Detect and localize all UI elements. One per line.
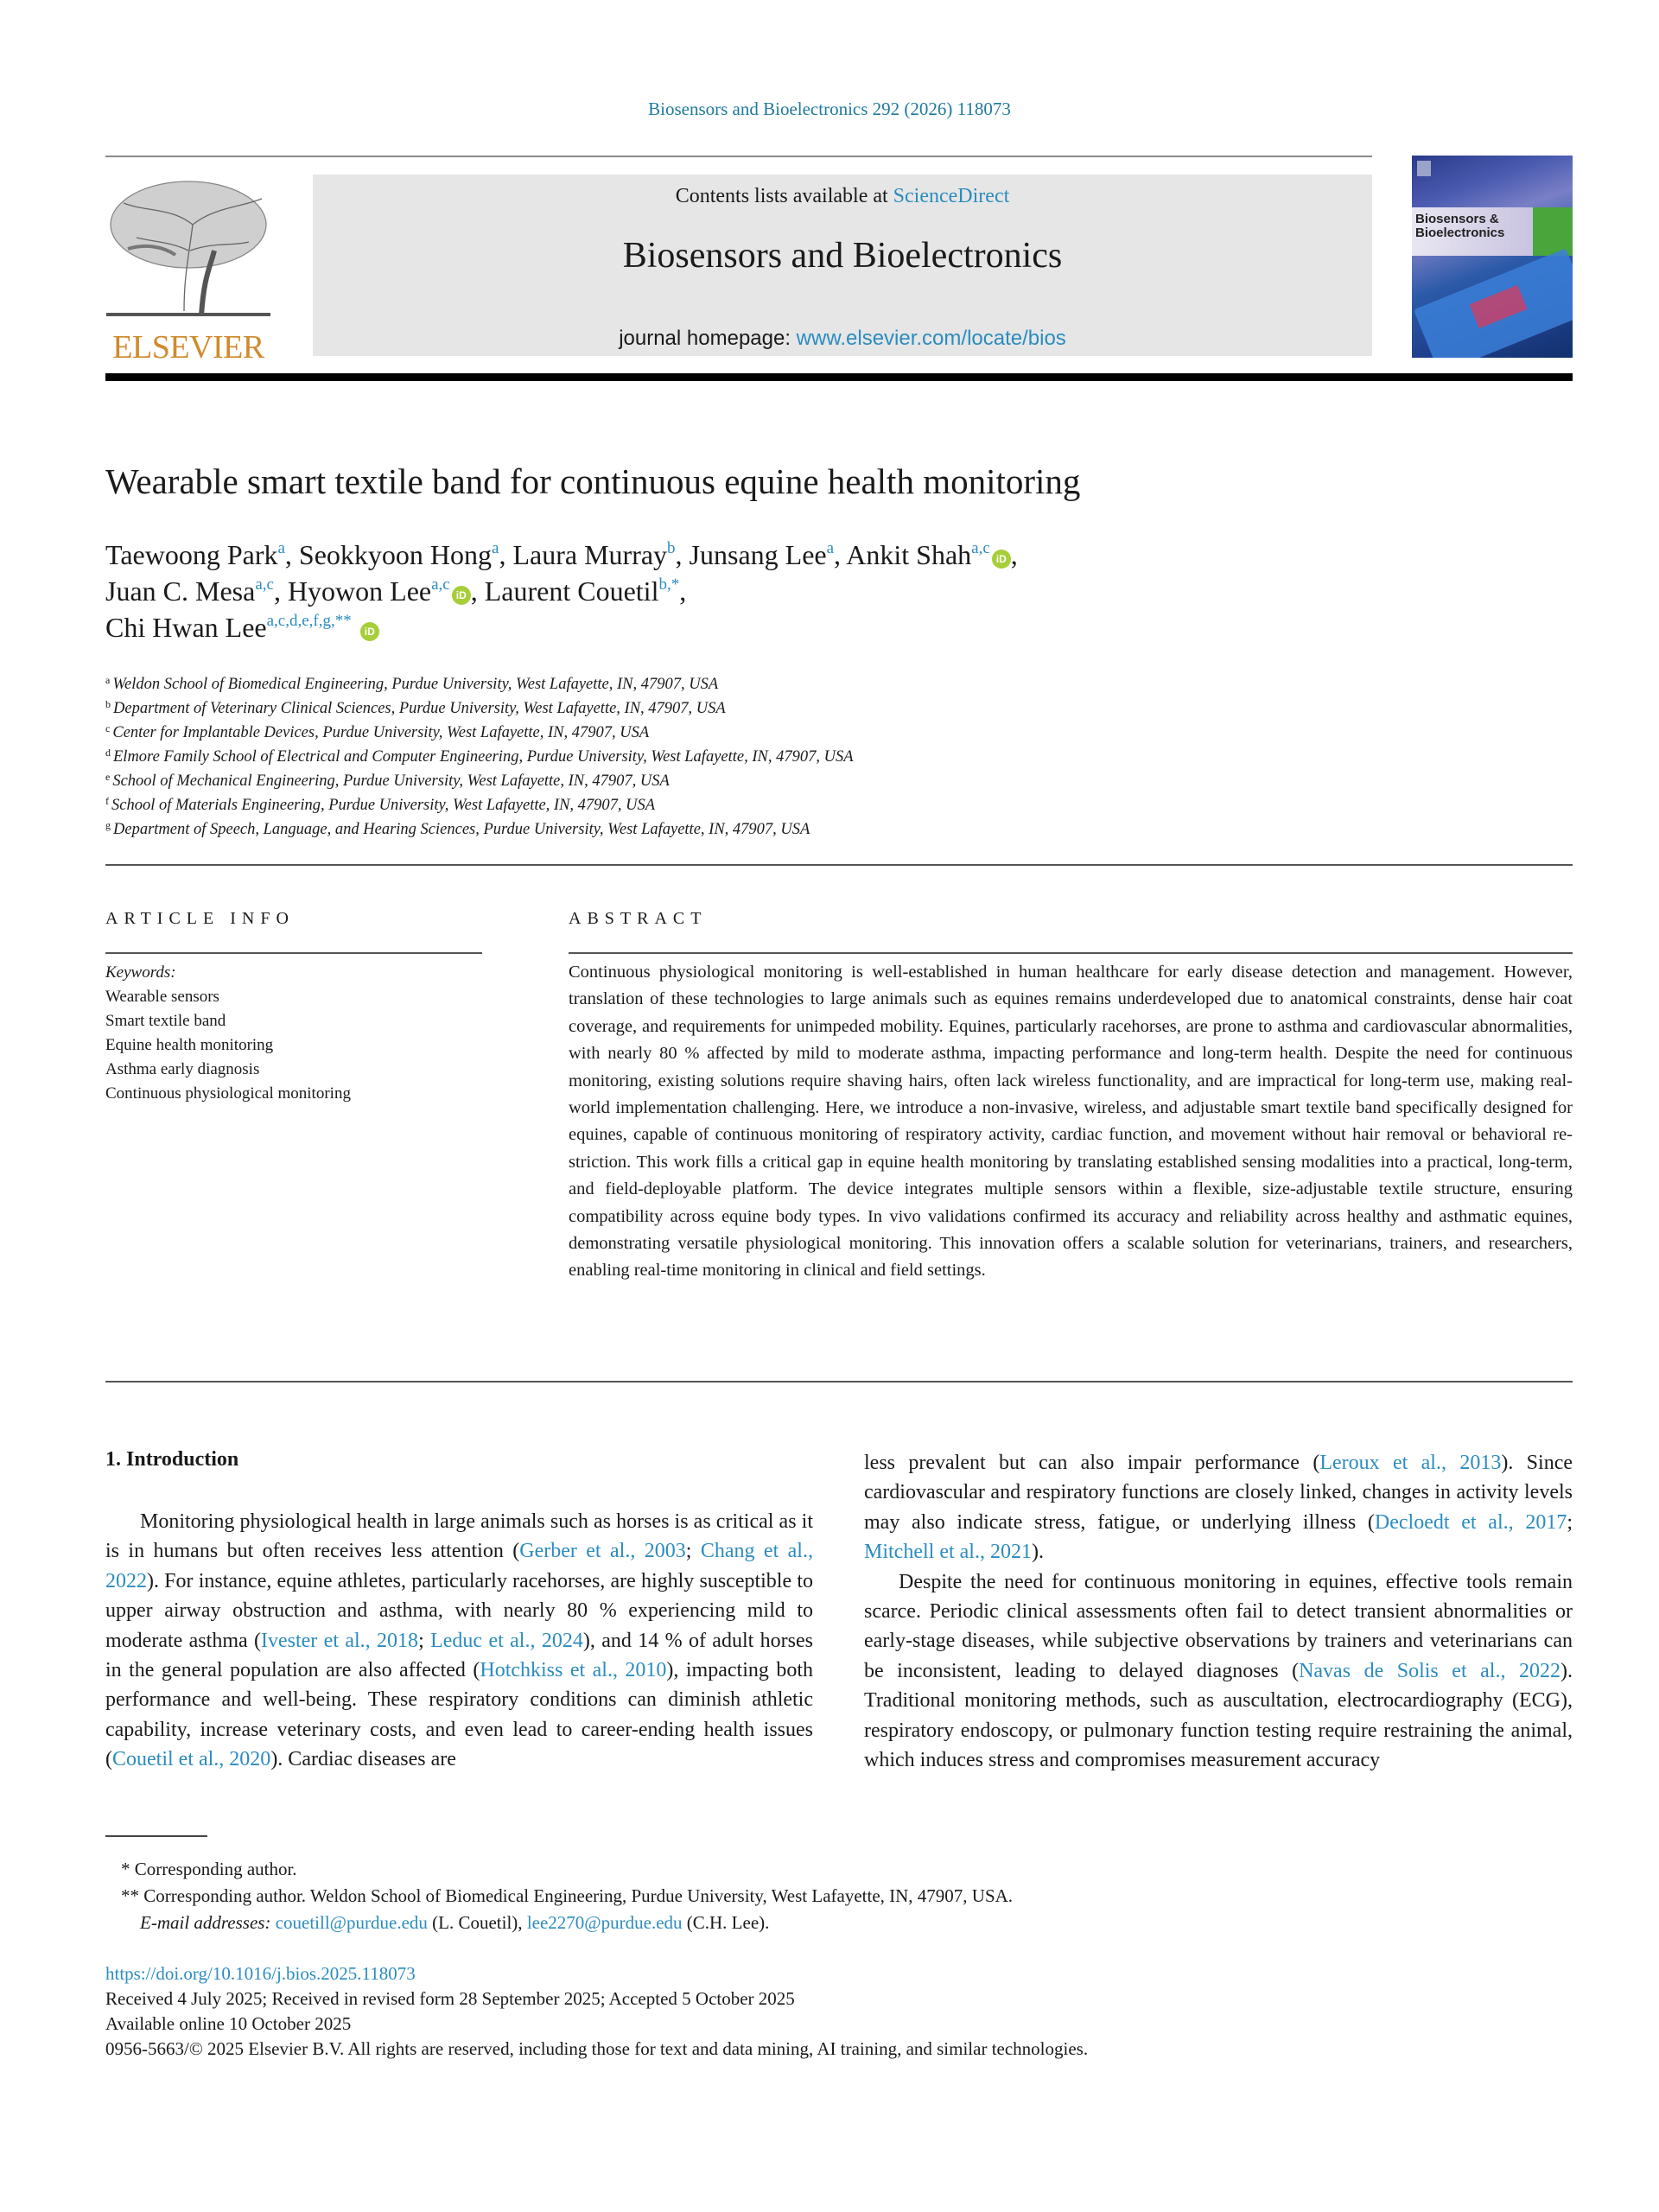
- author[interactable]: Laura Murray: [512, 539, 668, 570]
- journal-title: Biosensors and Bioelectronics: [622, 236, 1063, 276]
- paragraph: Despite the need for continuous monitoring in equines, effective tools remain scarce. Periodic clinical assessments often fail to detect transient abnormalities or early-stage diseases, while subjective observations by trainers and veterinarians can be inconsistent, leading to delayed diagnoses (Navas de Solis et al., 2022). Traditional monitoring methods, such as auscultation, electrocardiography (ECG), respiratory endoscopy, or pulmonary function testing require restraining the animal, which induces stress and compromises measurement accuracy: [864, 1570, 1573, 1772]
- article-title: Wearable smart textile band for continuous equine health monitoring: [105, 461, 1081, 501]
- abstract-end-rule: [105, 1381, 1573, 1382]
- copyright: 0956-5663/© 2025 Elsevier B.V. All rights are reserved, including those for text and data mining, AI training, and similar technologies.: [105, 2038, 1089, 2059]
- affiliation-item: $^e$ School of Mechanical Engineering, Purdue University, West Lafayette, IN, 47907, USA: [105, 771, 670, 790]
- citation-link[interactable]: Hotchkiss et al., 2010: [480, 1659, 667, 1682]
- affiliation-list: [105, 672, 854, 842]
- citation-link[interactable]: Chang et al., 2022: [105, 1540, 813, 1592]
- body-column-right: [864, 1448, 1573, 1775]
- journal-banner: [313, 175, 1372, 356]
- abstract-text: Continuous physiological monitoring is well-established in human healthcare for early disease detection and management. However, translation of these technologies to large animals such as equines remains underdeveloped due to anatomical constraints, dense hair coat coverage, and requirements for unimpeded mobility. Equines, particularly racehorses, are prone to asthma and cardiovascular abnormalities, with nearly 80 % affected by mild to moderate asthma, impacting performance and long-term health. Despite the need for continuous monitoring, existing solutions require shaving hairs, often lack wireless functionality, and are impractical for long-term use, making real-world implementation challenging. Here, we introduce a non-invasive, wireless, and adjustable smart textile band specifically designed for equines, capable of continuous monitoring of respiratory activity, cardiac function, and movement without hair removal or behavioral restriction. This work fills a critical gap in equine health monitoring by translating established sensing modalities into a practical, long-term, and field-deployable platform. The device integrates multiple sensors within a flexible, size-adjustable textile structure, ensuring compatibility across equine body types. In vivo validations confirmed its accuracy and reliability across healthy and asthmatic equines, demonstrating versatile physiological monitoring. This innovation offers a scalable solution for veterinarians, trainers, and researchers, enabling real-time monitoring in clinical and field settings.: [569, 963, 1573, 1281]
- tree-icon: [102, 173, 275, 320]
- citation-link[interactable]: Ivester et al., 2018: [261, 1629, 419, 1652]
- elsevier-logo[interactable]: [102, 173, 275, 363]
- footnote-rule: [105, 1835, 207, 1837]
- author-affil-marker[interactable]: b: [667, 539, 676, 557]
- keyword[interactable]: Asthma early diagnosis: [105, 1060, 260, 1078]
- sciencedirect-link[interactable]: ScienceDirect: [893, 185, 1010, 207]
- section-heading-introduction: 1. Introduction: [105, 1448, 239, 1471]
- author-affil-marker[interactable]: a,c: [431, 575, 450, 594]
- author-affil-marker[interactable]: a: [826, 539, 835, 557]
- article-meta: [105, 1961, 1088, 2062]
- body-column-left: [105, 1507, 813, 1775]
- footnote-corresponding-2: ** Corresponding author. Weldon School of Biomedical Engineering, Purdue University, West Lafayette, IN, 47907, USA.: [121, 1885, 1014, 1906]
- affiliation-item: $^a$ Weldon School of Biomedical Engineering, Purdue University, West Lafayette, IN, 47907, USA: [105, 674, 719, 693]
- orcid-icon[interactable]: iD: [360, 622, 379, 641]
- affiliation-item: $^c$ Center for Implantable Devices, Purdue University, West Lafayette, IN, 47907, USA: [105, 722, 650, 741]
- paragraph: Monitoring physiological health in large animals such as horses is as critical as it is in humans but often receives less attention (Gerber et al., 2003; Chang et al., 2022). For instance, equine athletes, particularly racehorses, are highly susceptible to upper airway obstruction and asthma, with nearly 80 % experiencing mild to moderate asthma (Ivester et al., 2018; Leduc et al., 2024), and 14 % of adult horses in the general population are also affected (Hotchkiss et al., 2010), impacting both performance and well-being. These respiratory conditions can diminish athletic capability, increase veterinary costs, and even lead to career-ending health issues (Couetil et al., 2020). Cardiac diseases are: [105, 1510, 814, 1771]
- author[interactable]: Juan C. Mesa: [105, 575, 256, 607]
- author-affil-marker[interactable]: b,*: [658, 575, 680, 594]
- citation-link[interactable]: Leduc et al., 2024: [430, 1629, 583, 1652]
- author-affil-marker[interactable]: a: [492, 539, 499, 557]
- author-affil-marker[interactable]: a,c: [255, 575, 274, 594]
- keyword[interactable]: Continuous physiological monitoring: [105, 1084, 351, 1103]
- doi-link[interactable]: https://doi.org/10.1016/j.bios.2025.118073: [105, 1963, 416, 1984]
- homepage-link[interactable]: www.elsevier.com/locate/bios: [796, 327, 1066, 350]
- footnote-emails: E-mail addresses: couetill@purdue.edu (L. Couetil), lee2270@purdue.edu (C.H. Lee).: [140, 1912, 770, 1933]
- cover-elsevier-icon: [1417, 161, 1431, 176]
- header-rule: [105, 156, 1372, 157]
- footnote-corresponding-1: * Corresponding author.: [121, 1859, 297, 1879]
- citation-link[interactable]: Decloedt et al., 2017: [1374, 1510, 1567, 1534]
- paragraph: less prevalent but can also impair performance (Leroux et al., 2013). Since cardiovascular and respiratory functions are closely linked, changes in activity levels may also indicate stress, fatigue, or underlying illness (Decloedt et al., 2017; Mitchell et al., 2021).: [864, 1452, 1573, 1564]
- citation-link[interactable]: Couetil et al., 2020: [112, 1748, 271, 1771]
- footnotes: [105, 1856, 1013, 1936]
- keyword[interactable]: Equine health monitoring: [105, 1036, 274, 1054]
- citation-link[interactable]: Gerber et al., 2003: [519, 1540, 686, 1563]
- author[interactable]: Seokkyoon Hong: [298, 539, 493, 570]
- orcid-icon[interactable]: iD: [992, 550, 1011, 569]
- affiliation-item: $^g$ Department of Speech, Language, and Hearing Sciences, Purdue University, West Lafayette, IN, 47907, USA: [105, 819, 810, 838]
- citation-link[interactable]: Mitchell et al., 2021: [864, 1541, 1032, 1564]
- author[interactable]: Junsang Lee: [689, 539, 827, 570]
- author-affil-marker[interactable]: a: [277, 539, 285, 557]
- email-link[interactable]: lee2270@purdue.edu: [526, 1912, 683, 1933]
- abstract-rule: [569, 952, 1573, 954]
- keywords-block: [105, 961, 351, 1106]
- author-affil-marker[interactable]: a,c,d,e,f,g,**: [266, 612, 352, 630]
- keyword[interactable]: Wearable sensors: [105, 988, 219, 1006]
- author[interactable]: Hyowon Lee: [287, 575, 432, 607]
- orcid-icon[interactable]: iD: [452, 586, 471, 605]
- article-info-heading: ARTICLE INFO: [105, 909, 295, 928]
- affiliation-item: $^f$ School of Materials Engineering, Purdue University, West Lafayette, IN, 47907, USA: [105, 795, 656, 814]
- keyword[interactable]: Smart textile band: [105, 1012, 226, 1030]
- contents-line: Contents lists available at ScienceDirect: [675, 185, 1010, 207]
- homepage-line: journal homepage: www.elsevier.com/locate/bios: [619, 327, 1066, 350]
- citation-link[interactable]: Navas de Solis et al., 2022: [1299, 1659, 1560, 1682]
- author[interactable]: Laurent Couetil: [484, 575, 659, 607]
- received-dates: Received 4 July 2025; Received in revised form 28 September 2025; Accepted 5 October 2025: [105, 1988, 795, 2009]
- author[interactable]: Taewoong Park: [105, 539, 278, 570]
- available-online: Available online 10 October 2025: [105, 2013, 352, 2034]
- cover-title: Biosensors & Bioelectronics: [1415, 212, 1505, 240]
- author-affil-marker[interactable]: a,c: [971, 539, 990, 557]
- author-list: Taewoong Park$^a$, Seokkyoon Hong$^a$, Laura Murray$^b$, Junsang Lee$^a$, Ankit Shah$^{a,c}$iD , Juan C. Mesa$^{a,c}$, Hyowon Lee$^{a,c}$iD , Laurent Couetil$^{b,*}$, Chi Hwan Lee$^{a,c,d,e,f,g,**}$ iD: [105, 539, 1018, 643]
- keywords-label: Keywords:: [105, 963, 176, 982]
- article-info-rule: [105, 952, 482, 954]
- citation-link[interactable]: Leroux et al., 2013: [1319, 1452, 1502, 1474]
- email-link[interactable]: couetill@purdue.edu: [275, 1912, 428, 1933]
- author[interactable]: Chi Hwan Lee: [105, 612, 267, 643]
- elsevier-wordmark: ELSEVIER: [112, 329, 264, 365]
- author[interactable]: Ankit Shah: [846, 539, 972, 570]
- masthead-rule: [105, 373, 1573, 381]
- running-head[interactable]: Biosensors and Bioelectronics 292 (2026) 118073: [648, 99, 1011, 119]
- affiliation-rule: [105, 864, 1573, 866]
- abstract-heading: ABSTRACT: [569, 909, 708, 928]
- journal-cover-image[interactable]: [1412, 156, 1573, 358]
- affiliation-item: $^b$ Department of Veterinary Clinical Sciences, Purdue University, West Lafayette, IN, 47907, USA: [105, 698, 726, 717]
- affiliation-item: $^d$ Elmore Family School of Electrical and Computer Engineering, Purdue University, West Lafayette, IN, 47907, USA: [105, 747, 854, 766]
